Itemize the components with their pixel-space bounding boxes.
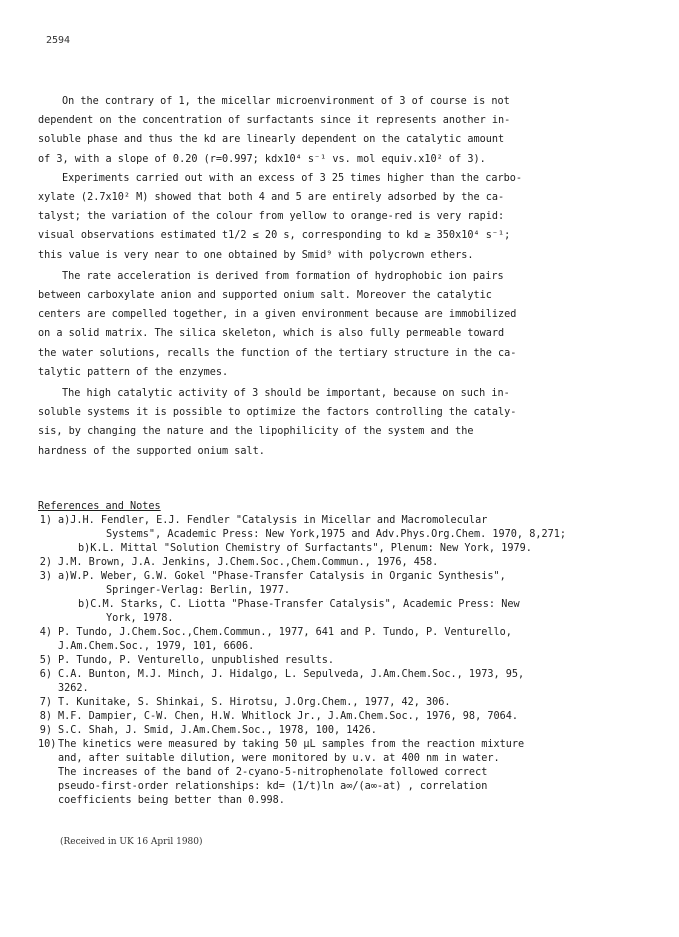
reference-item xyxy=(38,738,650,808)
text-line: the water solutions, recalls the function of the tertiary structure in the ca- xyxy=(38,347,517,359)
reference-line: coefficients being better than 0.998. xyxy=(58,795,285,806)
reference-line: Springer-Verlag: Berlin, 1977. xyxy=(106,585,291,596)
reference-line: a)W.P. Weber, G.W. Gokel "Phase-Transfer Catalysis in Organic Synthesis", xyxy=(58,571,506,582)
reference-number: 10) xyxy=(38,739,57,750)
text-line: dependent on the concentration of surfactants since it represents another in- xyxy=(38,115,511,127)
text-line: soluble phase and thus the kd are linearly dependent on the catalytic amount xyxy=(38,134,505,146)
reference-item xyxy=(38,696,650,710)
text-line: The rate acceleration is derived from formation of hydrophobic ion pairs xyxy=(62,270,504,282)
reference-line: P. Tundo, J.Chem.Soc.,Chem.Commun., 1977, 641 and P. Tundo, P. Venturello, xyxy=(58,627,512,638)
references-heading: References and Notes xyxy=(38,501,161,512)
reference-item xyxy=(38,570,650,626)
reference-line: 3262. xyxy=(58,683,89,694)
text-line: between carboxylate anion and supported onium salt. Moreover the catalytic xyxy=(38,290,492,302)
reference-number: 2) xyxy=(39,557,52,568)
reference-number: 3) xyxy=(39,571,52,582)
text-line: visual observations estimated t1/2 ≤ 20 s, corresponding to kd ≥ 350x10⁴ s⁻¹; xyxy=(38,230,511,242)
reference-line: S.C. Shah, J. Smid, J.Am.Chem.Soc., 1978, 100, 1426. xyxy=(58,725,377,736)
paragraph-1 xyxy=(38,92,638,169)
reference-number: 7) xyxy=(39,697,52,708)
reference-number: 1) xyxy=(39,515,52,526)
reference-line: M.F. Dampier, C-W. Chen, H.W. Whitlock Jr., J.Am.Chem.Soc., 1976, 98, 7064. xyxy=(58,711,519,722)
text-line: sis, by changing the nature and the lipophilicity of the system and the xyxy=(38,426,474,438)
reference-line: The increases of the band of 2-cyano-5-nitrophenolate followed correct xyxy=(58,767,488,778)
reference-number: 6) xyxy=(39,669,52,680)
paragraph-3 xyxy=(38,267,638,382)
reference-line: The kinetics were measured by taking 50 μL samples from the reaction mixture xyxy=(58,739,525,750)
reference-number: 4) xyxy=(39,627,52,638)
reference-line: pseudo-first-order relationships: kd= (1/t)ln a∞/(a∞-at) , correlation xyxy=(58,781,488,792)
reference-number: 5) xyxy=(39,655,52,666)
text-line: of 3, with a slope of 0.20 (r=0.997; kdx10⁴ s⁻¹ vs. mol equiv.x10² of 3). xyxy=(38,153,486,165)
text-line: talyst; the variation of the colour from yellow to orange-red is very rapid: xyxy=(38,211,505,223)
text-line: soluble systems it is possible to optimize the factors controlling the cataly- xyxy=(38,407,517,419)
reference-line: and, after suitable dilution, were monitored by u.v. at 400 nm in water. xyxy=(58,753,500,764)
text-line: The high catalytic activity of 3 should be important, because on such in- xyxy=(62,388,510,400)
reference-line: b)C.M. Starks, C. Liotta "Phase-Transfer Catalysis", Academic Press: New xyxy=(78,599,520,610)
paragraph-4 xyxy=(38,384,638,461)
body-text xyxy=(38,92,638,461)
reference-item xyxy=(38,556,650,570)
reference-line: J.Am.Chem.Soc., 1979, 101, 6606. xyxy=(58,641,255,652)
reference-line: Systems", Academic Press: New York,1975 and Adv.Phys.Org.Chem. 1970, 8,271; xyxy=(106,529,567,540)
reference-line: a)J.H. Fendler, E.J. Fendler "Catalysis in Micellar and Macromolecular xyxy=(58,515,488,526)
reference-line: T. Kunitake, S. Shinkai, S. Hirotsu, J.Org.Chem., 1977, 42, 306. xyxy=(58,697,451,708)
received-date: (Received in UK 16 April 1980) xyxy=(60,837,203,847)
reference-line: York, 1978. xyxy=(106,613,174,624)
reference-item xyxy=(38,710,650,724)
reference-item xyxy=(38,654,650,668)
reference-item xyxy=(38,514,650,556)
reference-line: C.A. Bunton, M.J. Minch, J. Hidalgo, L. Sepulveda, J.Am.Chem.Soc., 1973, 95, xyxy=(58,669,525,680)
text-line: Experiments carried out with an excess of 3 25 times higher than the carbo- xyxy=(62,172,523,184)
text-line: xylate (2.7x10² M) showed that both 4 and 5 are entirely adsorbed by the ca- xyxy=(38,192,505,204)
text-line: on a solid matrix. The silica skeleton, which is also fully permeable toward xyxy=(38,328,505,340)
text-line: hardness of the supported onium salt. xyxy=(38,445,265,457)
reference-item xyxy=(38,668,650,696)
text-line: talytic pattern of the enzymes. xyxy=(38,366,229,378)
text-line: this value is very near to one obtained by Smid⁹ with polycrown ethers. xyxy=(38,249,474,261)
reference-item xyxy=(38,724,650,738)
text-line: centers are compelled together, in a given environment because are immobilized xyxy=(38,309,517,321)
page-number: 2594 xyxy=(46,35,71,46)
references-section xyxy=(38,500,650,808)
paragraph-2 xyxy=(38,169,638,265)
reference-line: J.M. Brown, J.A. Jenkins, J.Chem.Soc.,Chem.Commun., 1976, 458. xyxy=(58,557,439,568)
reference-line: P. Tundo, P. Venturello, unpublished results. xyxy=(58,655,335,666)
reference-line: b)K.L. Mittal "Solution Chemistry of Surfactants", Plenum: New York, 1979. xyxy=(78,543,532,554)
text-line: On the contrary of 1, the micellar microenvironment of 3 of course is not xyxy=(62,96,510,107)
reference-item xyxy=(38,626,650,654)
reference-number: 9) xyxy=(39,725,52,736)
reference-number: 8) xyxy=(39,711,52,722)
